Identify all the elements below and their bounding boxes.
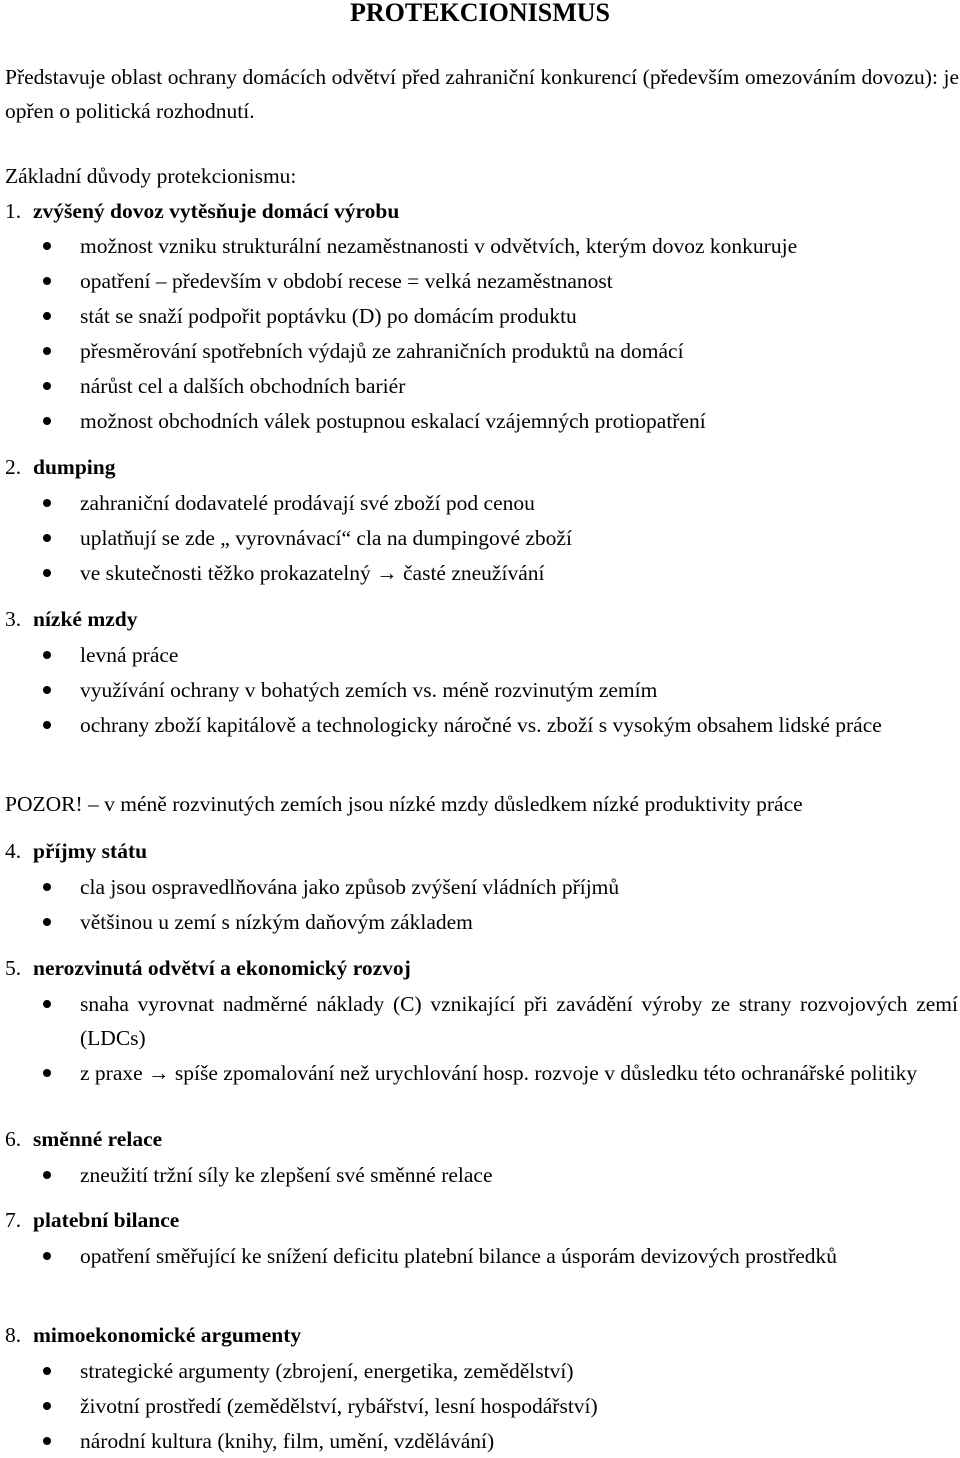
section-number: 5.	[5, 956, 22, 980]
bullet-icon	[43, 651, 51, 659]
list-item: zneužití tržní síly ke zlepšení své směnné relace	[0, 1158, 960, 1192]
bullet-icon	[43, 686, 51, 694]
section-7-heading	[5, 1203, 959, 1237]
bullet-icon	[43, 534, 51, 542]
bullet-icon	[43, 347, 51, 355]
section-number: 1.	[5, 199, 22, 223]
section-title: zvýšený dovoz vytěsňuje domácí výrobu	[33, 199, 400, 223]
pozor-note: POZOR! – v méně rozvinutých zemích jsou nízké mzdy důsledkem nízké produktivity práce	[5, 792, 803, 816]
section-title: nerozvinutá odvětví a ekonomický rozvoj	[33, 956, 411, 980]
section-title: příjmy státu	[33, 839, 148, 863]
list-item: životní prostředí (zemědělství, rybářství, lesní hospodářství)	[0, 1389, 960, 1423]
list-item: možnost obchodních válek postupnou eskalací vzájemných protiopatření	[0, 404, 960, 438]
bullet-icon	[43, 569, 51, 577]
section-3-heading	[5, 602, 959, 636]
bullet-icon	[43, 417, 51, 425]
section-4-heading	[5, 834, 959, 868]
list-item: stát se snaží podpořit poptávku (D) po domácím produktu	[0, 299, 960, 333]
bullet-icon	[43, 1367, 51, 1375]
intro-paragraph: Představuje oblast ochrany domácích odvětví před zahraniční konkurencí (především omezováním dovozu): je opřen o politická rozhodnutí.	[5, 65, 959, 123]
list-item: snaha vyrovnat nadměrné náklady (C) vznikající při zavádění výroby ze strany rozvojových zemí (LDCs)	[0, 987, 960, 1055]
bullet-icon	[43, 1437, 51, 1445]
section-7-list	[0, 1238, 960, 1273]
list-item: možnost vzniku strukturální nezaměstnanosti v odvětvích, kterým dovoz konkuruje	[0, 229, 960, 263]
list-item: levná práce	[0, 638, 960, 672]
list-item: ve skutečnosti těžko prokazatelný → časté zneužívání	[0, 556, 960, 590]
section-number: 7.	[5, 1208, 22, 1232]
section-2-heading	[5, 450, 959, 484]
section-title: nízké mzdy	[33, 607, 138, 631]
list-item: národní kultura (knihy, film, umění, vzdělávání)	[0, 1424, 960, 1458]
list-item: opatření směřující ke snížení deficitu platební bilance a úsporám devizových prostředků	[0, 1239, 960, 1273]
section-1-list	[0, 228, 960, 438]
list-item: většinou u zemí s nízkým daňovým základem	[0, 905, 960, 939]
section-1-heading	[5, 194, 959, 228]
section-6-list	[0, 1157, 960, 1192]
list-item: uplatňují se zde „ vyrovnávací“ cla na dumpingové zboží	[0, 521, 960, 555]
section-8-list	[0, 1353, 960, 1458]
section-title: mimoekonomické argumenty	[33, 1323, 302, 1347]
bullet-icon	[43, 277, 51, 285]
bullet-icon	[43, 918, 51, 926]
section-3-list	[0, 637, 960, 742]
section-title: dumping	[33, 455, 116, 479]
section-number: 3.	[5, 607, 22, 631]
bullet-icon	[43, 1252, 51, 1260]
bullet-icon	[43, 883, 51, 891]
list-item: strategické argumenty (zbrojení, energetika, zemědělství)	[0, 1354, 960, 1388]
list-item: využívání ochrany v bohatých zemích vs. méně rozvinutým zemím	[0, 673, 960, 707]
list-item: nárůst cel a dalších obchodních bariér	[0, 369, 960, 403]
section-title: platební bilance	[33, 1208, 180, 1232]
bullet-icon	[43, 1069, 51, 1077]
bullet-icon	[43, 242, 51, 250]
list-item: cla jsou ospravedlňována jako způsob zvýšení vládních příjmů	[0, 870, 960, 904]
list-item: opatření – především v období recese = velká nezaměstnanost	[0, 264, 960, 298]
section-number: 6.	[5, 1127, 22, 1151]
section-5-list	[0, 986, 960, 1090]
section-2-list	[0, 485, 960, 590]
reasons-subheading: Základní důvody protekcionismu:	[5, 164, 297, 188]
bullet-icon	[43, 1402, 51, 1410]
bullet-icon	[43, 721, 51, 729]
section-title: směnné relace	[33, 1127, 163, 1151]
bullet-icon	[43, 1000, 51, 1008]
list-item: ochrany zboží kapitálově a technologicky náročné vs. zboží s vysokým obsahem lidské práce	[0, 708, 960, 742]
list-item: zahraniční dodavatelé prodávají své zboží pod cenou	[0, 486, 960, 520]
document-title: PROTEKCIONISMUS	[349, 0, 611, 27]
section-number: 8.	[5, 1323, 22, 1347]
bullet-icon	[43, 499, 51, 507]
section-number: 4.	[5, 839, 22, 863]
section-8-heading	[5, 1318, 959, 1352]
bullet-icon	[43, 312, 51, 320]
bullet-icon	[43, 382, 51, 390]
section-5-heading	[5, 951, 959, 985]
list-item: z praxe → spíše zpomalování než urychlování hosp. rozvoje v důsledku této ochranářské politiky	[0, 1056, 960, 1090]
section-number: 2.	[5, 455, 22, 479]
bullet-icon	[43, 1171, 51, 1179]
list-item: přesměrování spotřebních výdajů ze zahraničních produktů na domácí	[0, 334, 960, 368]
section-4-list	[0, 869, 960, 939]
section-6-heading	[5, 1122, 959, 1156]
